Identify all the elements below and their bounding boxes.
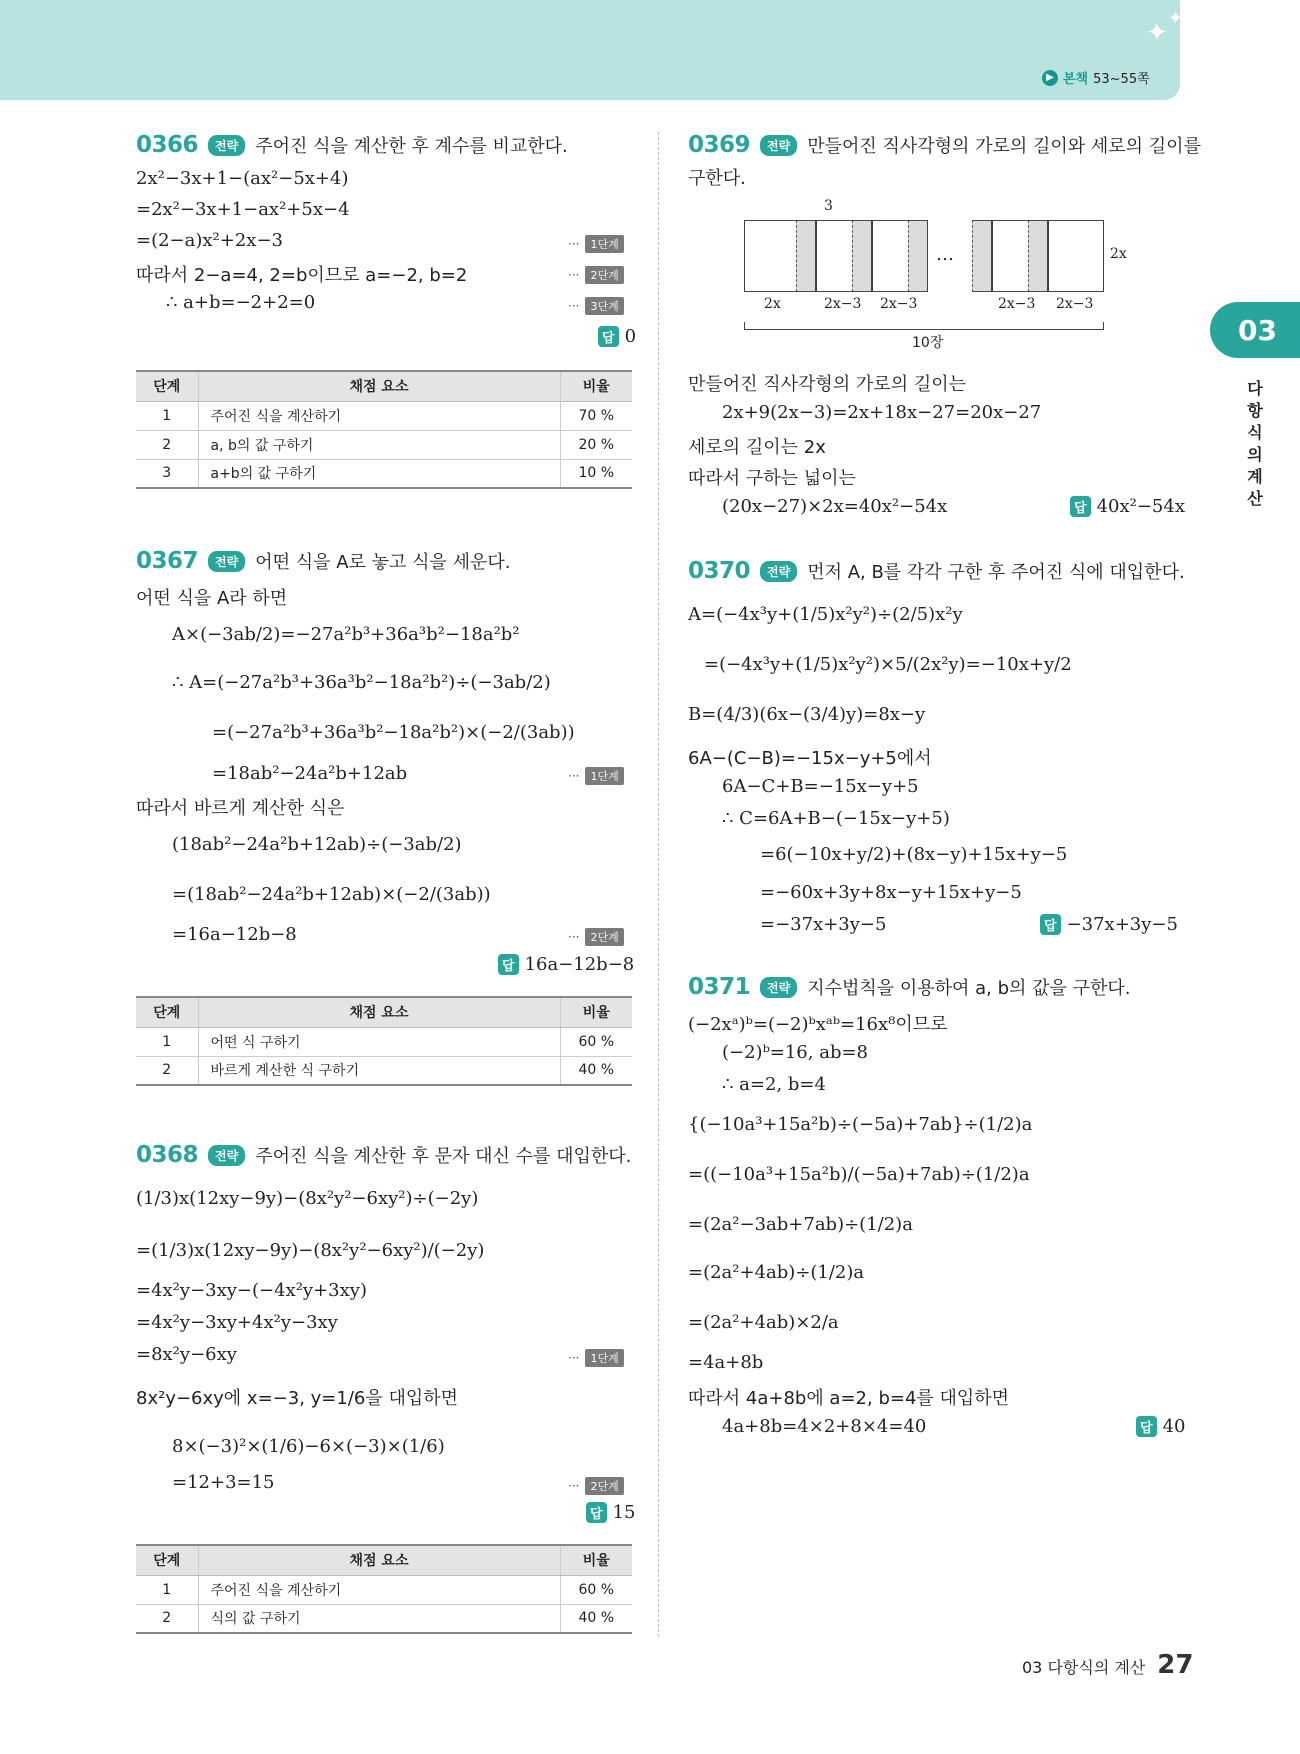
answer-value: 40x²−54x — [1096, 496, 1185, 517]
answer-label: 답 — [498, 954, 519, 975]
p371-line-10: 따라서 4a+8b에 a=2, b=4를 대입하면 — [688, 1388, 1010, 1409]
strategy-text: 지수법칙을 이용하여 a, b의 값을 구한다. — [807, 978, 1131, 999]
problem-number: 0366 — [136, 132, 199, 158]
cell: 식의 값 구하기 — [198, 1604, 560, 1633]
p369-line-4: 따라서 구하는 넓이는 — [688, 468, 856, 489]
problem-0371-header — [688, 974, 1131, 1000]
p371-line-8: =(2a²+4ab)×2/a — [688, 1312, 839, 1333]
rectangle-diagram — [740, 198, 1140, 351]
step-marker: ··· 3단계 — [568, 297, 624, 315]
cell: 2 — [136, 1604, 198, 1633]
cell: 바르게 계산한 식 구하기 — [198, 1056, 560, 1085]
step-badge: 3단계 — [585, 297, 623, 315]
answer-label: 답 — [586, 1502, 607, 1523]
cell: a+b의 값 구하기 — [198, 459, 560, 488]
problem-number: 0369 — [688, 132, 751, 158]
p367-line-2: A×(−3ab/2)=−27a²b³+36a³b²−18a²b² — [172, 624, 520, 645]
p367-line-4: =(−27a²b³+36a³b²−18a²b²)×(−2/(3ab)) — [212, 722, 575, 743]
p367-line-1: 어떤 식을 A라 하면 — [136, 588, 288, 609]
step-badge: 2단계 — [585, 266, 623, 284]
col-header: 단계 — [136, 997, 198, 1027]
col-header: 채점 요소 — [198, 1545, 560, 1575]
overlap-region — [908, 220, 928, 292]
step-marker: ··· 2단계 — [568, 1477, 624, 1495]
answer-label: 답 — [1136, 1416, 1157, 1437]
table-row — [136, 459, 632, 488]
p368-line-4: =4x²y−3xy+4x²y−3xy — [136, 1312, 338, 1333]
col-header: 비율 — [560, 371, 632, 401]
p369-line-1: 만들어진 직사각형의 가로의 길이는 — [688, 374, 966, 395]
p367-line-7: (18ab²−24a²b+12ab)÷(−3ab/2) — [172, 834, 462, 855]
p371-line-6: =(2a²−3ab+7ab)÷(1/2)a — [688, 1214, 913, 1235]
p367-line-5: =18ab²−24a²b+12ab — [212, 763, 408, 784]
width-label: 2x−3 — [998, 296, 1036, 312]
problem-0370-header — [688, 558, 1185, 584]
p371-line-5: =((−10a³+15a²b)/(−5a)+7ab)÷(1/2)a — [688, 1164, 1030, 1185]
answer-value: 16a−12b−8 — [524, 954, 635, 975]
answer-value: 15 — [612, 1502, 636, 1523]
col-header: 채점 요소 — [198, 997, 560, 1027]
p367-line-6: 따라서 바르게 계산한 식은 — [136, 798, 345, 819]
step-marker: ··· 2단계 — [568, 928, 624, 946]
cell: 60 % — [560, 1027, 632, 1056]
p367-line-8: =(18ab²−24a²b+12ab)×(−2/(3ab)) — [172, 884, 491, 905]
chapter-title: 다항식의 계산 — [1247, 379, 1263, 508]
score-table-0366 — [136, 370, 632, 489]
p371-line-1: (−2xᵃ)ᵇ=(−2)ᵇxᵃᵇ=16x⁸이므로 — [688, 1014, 948, 1035]
table-row — [136, 401, 632, 430]
overlap-region — [972, 220, 992, 292]
strategy-text-cont: 구한다. — [688, 168, 746, 189]
sparkle-icon: ✦ ✦ — [1146, 8, 1184, 48]
p370-line-4: 6A−(C−B)=−15x−y+5에서 — [688, 748, 932, 769]
cell: 1 — [136, 1027, 198, 1056]
strategy-text: 어떤 식을 A로 놓고 식을 세운다. — [255, 552, 511, 573]
strategy-tag: 전략 — [760, 977, 797, 998]
problem-number: 0371 — [688, 974, 751, 1000]
problem-0366-header — [136, 132, 568, 158]
answer-label: 답 — [1040, 914, 1061, 935]
width-label: 2x−3 — [880, 296, 918, 312]
answer-label: 답 — [598, 326, 619, 347]
step-marker: ··· 2단계 — [568, 266, 624, 284]
answer — [1070, 496, 1185, 517]
p368-line-3: =4x²y−3xy−(−4x²y+3xy) — [136, 1280, 367, 1301]
strategy-tag: 전략 — [208, 551, 245, 572]
step-marker: ··· 1단계 — [568, 235, 624, 253]
p370-line-1: A=(−4x³y+(1/5)x²y²)÷(2/5)x²y — [688, 604, 963, 625]
page-footer — [1022, 1650, 1193, 1680]
p371-line-3: ∴ a=2, b=4 — [722, 1074, 826, 1095]
strategy-tag: 전략 — [208, 1145, 245, 1166]
p371-line-11: 4a+8b=4×2+8×4=40 — [722, 1416, 927, 1437]
p366-line-4: 따라서 2−a=4, 2=b이므로 a=−2, b=2 — [136, 265, 468, 286]
table-row — [136, 1056, 632, 1085]
cell: 주어진 식을 계산하기 — [198, 401, 560, 430]
score-table-0367 — [136, 996, 632, 1086]
brace — [744, 322, 1104, 330]
p368-line-2: =(1/3)x(12xy−9y)−(8x²y²−6xy²)/(−2y) — [136, 1240, 485, 1261]
p366-line-5: ∴ a+b=−2+2=0 — [166, 292, 316, 313]
cell: 주어진 식을 계산하기 — [198, 1575, 560, 1604]
p368-line-7: 8×(−3)²×(1/6)−6×(−3)×(1/6) — [172, 1436, 445, 1457]
cell: a, b의 값 구하기 — [198, 430, 560, 459]
p366-line-3: =(2−a)x²+2x−3 — [136, 230, 283, 251]
cell: 70 % — [560, 401, 632, 430]
answer-value: 0 — [624, 326, 637, 347]
cell: 1 — [136, 401, 198, 430]
page-number: 27 — [1157, 1650, 1194, 1680]
count-label: 10장 — [912, 335, 944, 351]
col-header: 채점 요소 — [198, 371, 560, 401]
step-badge: 2단계 — [585, 1477, 623, 1495]
paper-rect-10 — [1048, 220, 1104, 292]
p368-line-1: (1/3)x(12xy−9y)−(8x²y²−6xy²)÷(−2y) — [136, 1188, 479, 1209]
strategy-text: 주어진 식을 계산한 후 문자 대신 수를 대입한다. — [255, 1146, 632, 1167]
answer-label: 답 — [1070, 496, 1091, 517]
p366-line-1: 2x²−3x+1−(ax²−5x+4) — [136, 168, 349, 189]
strategy-tag: 전략 — [208, 135, 245, 156]
p370-line-7: =6(−10x+y/2)+(8x−y)+15x+y−5 — [760, 844, 1068, 865]
answer — [498, 954, 634, 975]
col-header: 단계 — [136, 1545, 198, 1575]
cell: 2 — [136, 430, 198, 459]
answer — [598, 326, 636, 347]
strategy-text: 만들어진 직사각형의 가로의 길이와 세로의 길이를 — [807, 136, 1201, 157]
p370-line-5: 6A−C+B=−15x−y+5 — [722, 776, 919, 797]
cell: 40 % — [560, 1604, 632, 1633]
answer — [1040, 914, 1178, 935]
cell: 2 — [136, 1056, 198, 1085]
p370-line-6: ∴ C=6A+B−(−15x−y+5) — [722, 808, 950, 829]
width-label: 2x−3 — [1056, 296, 1094, 312]
cell: 20 % — [560, 430, 632, 459]
step-badge: 1단계 — [585, 1349, 623, 1367]
p369-line-2: 2x+9(2x−3)=2x+18x−27=20x−27 — [722, 402, 1042, 423]
problem-number: 0368 — [136, 1142, 199, 1168]
p370-line-8: =−60x+3y+8x−y+15x+y−5 — [760, 882, 1022, 903]
table-row — [136, 1575, 632, 1604]
cell: 60 % — [560, 1575, 632, 1604]
problem-number: 0370 — [688, 558, 751, 584]
p371-line-2: (−2)ᵇ=16, ab=8 — [722, 1042, 868, 1063]
answer-value: −37x+3y−5 — [1066, 914, 1178, 935]
cell: 40 % — [560, 1056, 632, 1085]
overlap-region — [1028, 220, 1048, 292]
answer — [1136, 1416, 1185, 1437]
problem-number: 0367 — [136, 548, 199, 574]
problem-0369-header — [688, 132, 1201, 190]
ref-pages: 53~55쪽 — [1093, 72, 1150, 87]
strategy-tag: 전략 — [760, 561, 797, 582]
width-label-first: 2x — [764, 296, 781, 312]
table-row — [136, 430, 632, 459]
overlap-label: 3 — [824, 198, 833, 214]
ref-prefix: 본책 — [1063, 72, 1089, 87]
cell: 어떤 식 구하기 — [198, 1027, 560, 1056]
strategy-text: 주어진 식을 계산한 후 계수를 비교한다. — [255, 136, 568, 157]
p368-line-6: 8x²y−6xy에 x=−3, y=1/6을 대입하면 — [136, 1388, 458, 1409]
problem-0368-header — [136, 1142, 631, 1168]
chapter-tab: 03 — [1210, 302, 1300, 358]
header-band — [0, 0, 1184, 100]
height-label: 2x — [1110, 246, 1127, 262]
p370-line-3: B=(4/3)(6x−(3/4)y)=8x−y — [688, 704, 926, 725]
strategy-tag: 전략 — [760, 135, 797, 156]
cell: 1 — [136, 1575, 198, 1604]
overlap-region — [796, 220, 816, 292]
p367-line-3: ∴ A=(−27a²b³+36a³b²−18a²b²)÷(−3ab/2) — [172, 672, 551, 693]
column-divider — [658, 132, 659, 1637]
col-header: 비율 — [560, 1545, 632, 1575]
p366-line-2: =2x²−3x+1−ax²+5x−4 — [136, 199, 350, 220]
step-badge: 1단계 — [585, 767, 623, 785]
col-header: 비율 — [560, 997, 632, 1027]
p371-line-7: =(2a²+4ab)÷(1/2)a — [688, 1262, 865, 1283]
cell: 3 — [136, 459, 198, 488]
p370-line-2: =(−4x³y+(1/5)x²y²)×5/(2x²y)=−10x+y/2 — [704, 654, 1072, 675]
chevron-right-icon: ▶ — [1042, 70, 1058, 86]
step-marker: ··· 1단계 — [568, 767, 624, 785]
p369-line-5: (20x−27)×2x=40x²−54x — [722, 496, 948, 517]
footer-chapter: 03 다항식의 계산 — [1022, 1658, 1146, 1677]
answer — [586, 1502, 635, 1523]
col-header: 단계 — [136, 371, 198, 401]
p370-line-9: =−37x+3y−5 — [760, 914, 887, 935]
p368-line-5: =8x²y−6xy — [136, 1344, 237, 1365]
overlap-region — [852, 220, 872, 292]
table-row — [136, 1027, 632, 1056]
problem-0367-header — [136, 548, 511, 574]
width-label: 2x−3 — [824, 296, 862, 312]
score-table-0368 — [136, 1544, 632, 1634]
table-row — [136, 1604, 632, 1633]
page-reference — [1042, 68, 1150, 87]
step-badge: 2단계 — [585, 928, 623, 946]
p369-line-3: 세로의 길이는 2x — [688, 437, 826, 458]
strategy-text: 먼저 A, B를 각각 구한 후 주어진 식에 대입한다. — [807, 562, 1185, 583]
cell: 10 % — [560, 459, 632, 488]
p367-line-9: =16a−12b−8 — [172, 924, 297, 945]
p371-line-4: {(−10a³+15a²b)÷(−5a)+7ab}÷(1/2)a — [688, 1114, 1033, 1135]
p371-line-9: =4a+8b — [688, 1352, 764, 1373]
p368-line-8: =12+3=15 — [172, 1472, 275, 1493]
step-badge: 1단계 — [585, 235, 623, 253]
ellipsis: … — [936, 244, 954, 265]
step-marker: ··· 1단계 — [568, 1349, 624, 1367]
answer-value: 40 — [1162, 1416, 1186, 1437]
